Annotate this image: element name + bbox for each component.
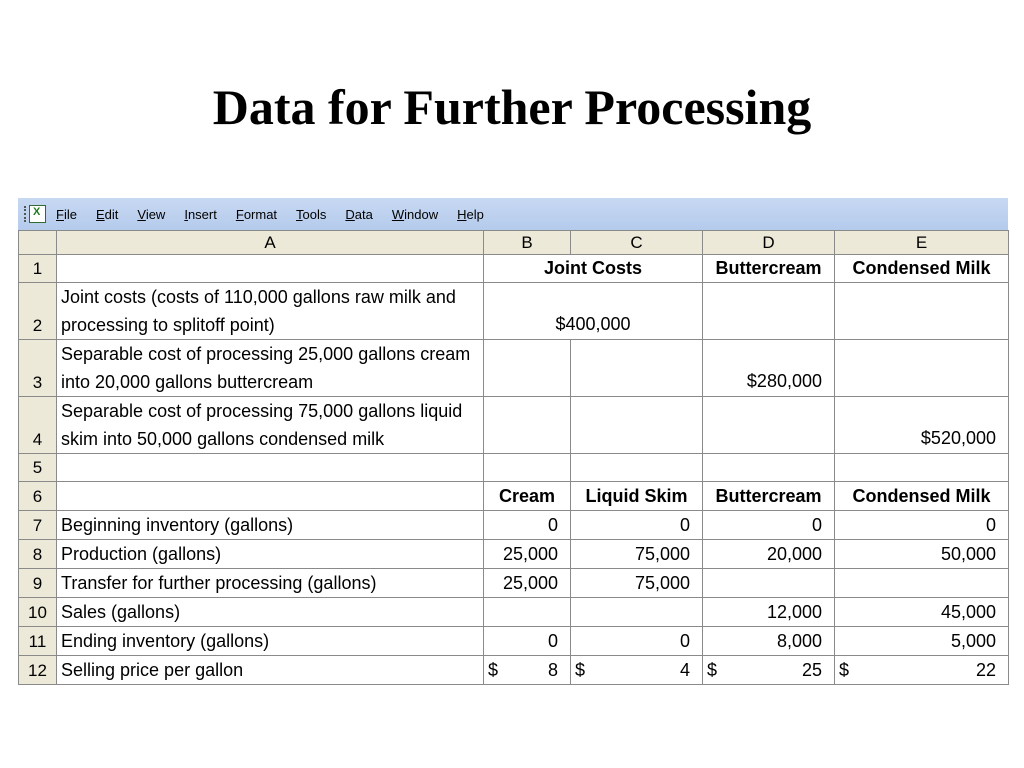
slide-title: Data for Further Processing <box>212 79 812 135</box>
cell-a8[interactable]: Production (gallons) <box>57 540 484 569</box>
cell-e4[interactable]: $520,000 <box>835 397 1009 454</box>
cell-b10[interactable] <box>484 598 571 627</box>
column-header-b[interactable]: B <box>484 231 571 255</box>
menu-view[interactable]: View <box>137 206 166 222</box>
currency-sign: $ <box>839 659 850 680</box>
cell-e7[interactable]: 0 <box>835 511 1009 540</box>
row-header[interactable]: 11 <box>19 627 57 656</box>
price-value: 4 <box>679 659 690 680</box>
excel-icon[interactable] <box>24 204 46 224</box>
cell-e2[interactable] <box>835 283 1009 340</box>
cell-e9[interactable] <box>835 569 1009 598</box>
column-header-c[interactable]: C <box>571 231 703 255</box>
menu-help[interactable]: Help <box>457 206 484 222</box>
cell-c6[interactable]: Liquid Skim <box>571 482 703 511</box>
cell-a10[interactable]: Sales (gallons) <box>57 598 484 627</box>
cell-c9[interactable]: 75,000 <box>571 569 703 598</box>
table-row <box>19 511 1009 540</box>
cell-d6[interactable]: Buttercream <box>703 482 835 511</box>
column-header-row <box>19 231 1009 255</box>
cell-e6[interactable]: Condensed Milk <box>835 482 1009 511</box>
table-row <box>19 598 1009 627</box>
table-row <box>19 482 1009 511</box>
cell-e3[interactable] <box>835 340 1009 397</box>
menu-file[interactable]: File <box>56 206 77 222</box>
cell-e10[interactable]: 45,000 <box>835 598 1009 627</box>
cell-a4[interactable]: Separable cost of processing 75,000 gallons liquid skim into 50,000 gallons condensed milk <box>57 397 484 454</box>
row-header[interactable]: 12 <box>19 656 57 685</box>
cell-b9[interactable]: 25,000 <box>484 569 571 598</box>
currency-sign: $ <box>575 659 586 680</box>
row-header[interactable]: 8 <box>19 540 57 569</box>
cell-b12[interactable] <box>484 656 571 685</box>
cell-b2-joint-cost-amount[interactable]: $400,000 <box>484 283 703 340</box>
table-row <box>19 255 1009 283</box>
table-row <box>19 569 1009 598</box>
menu-bar <box>18 198 1008 230</box>
table-row <box>19 627 1009 656</box>
cell-e12[interactable] <box>835 656 1009 685</box>
cell-b6[interactable]: Cream <box>484 482 571 511</box>
row-header[interactable]: 10 <box>19 598 57 627</box>
column-header-d[interactable]: D <box>703 231 835 255</box>
cell-c8[interactable]: 75,000 <box>571 540 703 569</box>
cell-c12[interactable] <box>571 656 703 685</box>
table-row <box>19 397 1009 454</box>
cell-a2[interactable]: Joint costs (costs of 110,000 gallons raw milk and processing to splitoff point) <box>57 283 484 340</box>
cell-a11[interactable]: Ending inventory (gallons) <box>57 627 484 656</box>
menu-data[interactable]: Data <box>345 206 373 222</box>
cell-b3[interactable] <box>484 340 571 397</box>
cell-a5[interactable] <box>57 454 484 482</box>
select-all-corner[interactable] <box>19 231 57 255</box>
table-row <box>19 283 1009 340</box>
row-header[interactable]: 4 <box>19 397 57 454</box>
cell-d4[interactable] <box>703 397 835 454</box>
cell-e11[interactable]: 5,000 <box>835 627 1009 656</box>
row-header[interactable]: 1 <box>19 255 57 283</box>
price-value: 8 <box>547 659 558 680</box>
cell-d12[interactable] <box>703 656 835 685</box>
row-header[interactable]: 2 <box>19 283 57 340</box>
cell-d5[interactable] <box>703 454 835 482</box>
price-value: 25 <box>801 659 822 680</box>
cell-c4[interactable] <box>571 397 703 454</box>
cell-d2[interactable] <box>703 283 835 340</box>
cell-b1-joint-costs[interactable]: Joint Costs <box>484 255 703 283</box>
cell-d9[interactable] <box>703 569 835 598</box>
menu-window[interactable]: Window <box>391 206 439 222</box>
spreadsheet-grid <box>18 230 1009 685</box>
cell-d8[interactable]: 20,000 <box>703 540 835 569</box>
cell-c11[interactable]: 0 <box>571 627 703 656</box>
cell-c7[interactable]: 0 <box>571 511 703 540</box>
cell-c5[interactable] <box>571 454 703 482</box>
cell-b8[interactable]: 25,000 <box>484 540 571 569</box>
cell-d10[interactable]: 12,000 <box>703 598 835 627</box>
cell-a12[interactable]: Selling price per gallon <box>57 656 484 685</box>
cell-d1[interactable]: Buttercream <box>703 255 835 283</box>
price-value: 22 <box>975 659 996 680</box>
cell-a9[interactable]: Transfer for further processing (gallons) <box>57 569 484 598</box>
cell-e1[interactable]: Condensed Milk <box>835 255 1009 283</box>
column-header-a[interactable]: A <box>57 231 484 255</box>
cell-a7[interactable]: Beginning inventory (gallons) <box>57 511 484 540</box>
row-header[interactable]: 6 <box>19 482 57 511</box>
row-header[interactable]: 3 <box>19 340 57 397</box>
row-header[interactable]: 9 <box>19 569 57 598</box>
cell-c3[interactable] <box>571 340 703 397</box>
cell-b4[interactable] <box>484 397 571 454</box>
row-header[interactable]: 7 <box>19 511 57 540</box>
column-header-e[interactable]: E <box>835 231 1009 255</box>
menu-insert[interactable]: Insert <box>184 206 217 222</box>
cell-c10[interactable] <box>571 598 703 627</box>
menu-edit[interactable]: Edit <box>95 206 119 222</box>
table-row <box>19 340 1009 397</box>
cell-d3[interactable]: $280,000 <box>703 340 835 397</box>
cell-a3[interactable]: Separable cost of processing 25,000 gallons cream into 20,000 gallons buttercream <box>57 340 484 397</box>
currency-sign: $ <box>707 659 718 680</box>
row-header[interactable]: 5 <box>19 454 57 482</box>
table-row <box>19 656 1009 685</box>
cell-a6[interactable] <box>57 482 484 511</box>
currency-sign: $ <box>488 659 499 680</box>
cell-e5[interactable] <box>835 454 1009 482</box>
menu-tools[interactable]: Tools <box>296 206 327 222</box>
menu-format[interactable]: Format <box>235 206 278 222</box>
cell-b7[interactable]: 0 <box>484 511 571 540</box>
cell-b5[interactable] <box>484 454 571 482</box>
cell-e8[interactable]: 50,000 <box>835 540 1009 569</box>
cell-a1[interactable] <box>57 255 484 283</box>
cell-b11[interactable]: 0 <box>484 627 571 656</box>
cell-d7[interactable]: 0 <box>703 511 835 540</box>
table-row <box>19 540 1009 569</box>
table-row <box>19 454 1009 482</box>
cell-d11[interactable]: 8,000 <box>703 627 835 656</box>
